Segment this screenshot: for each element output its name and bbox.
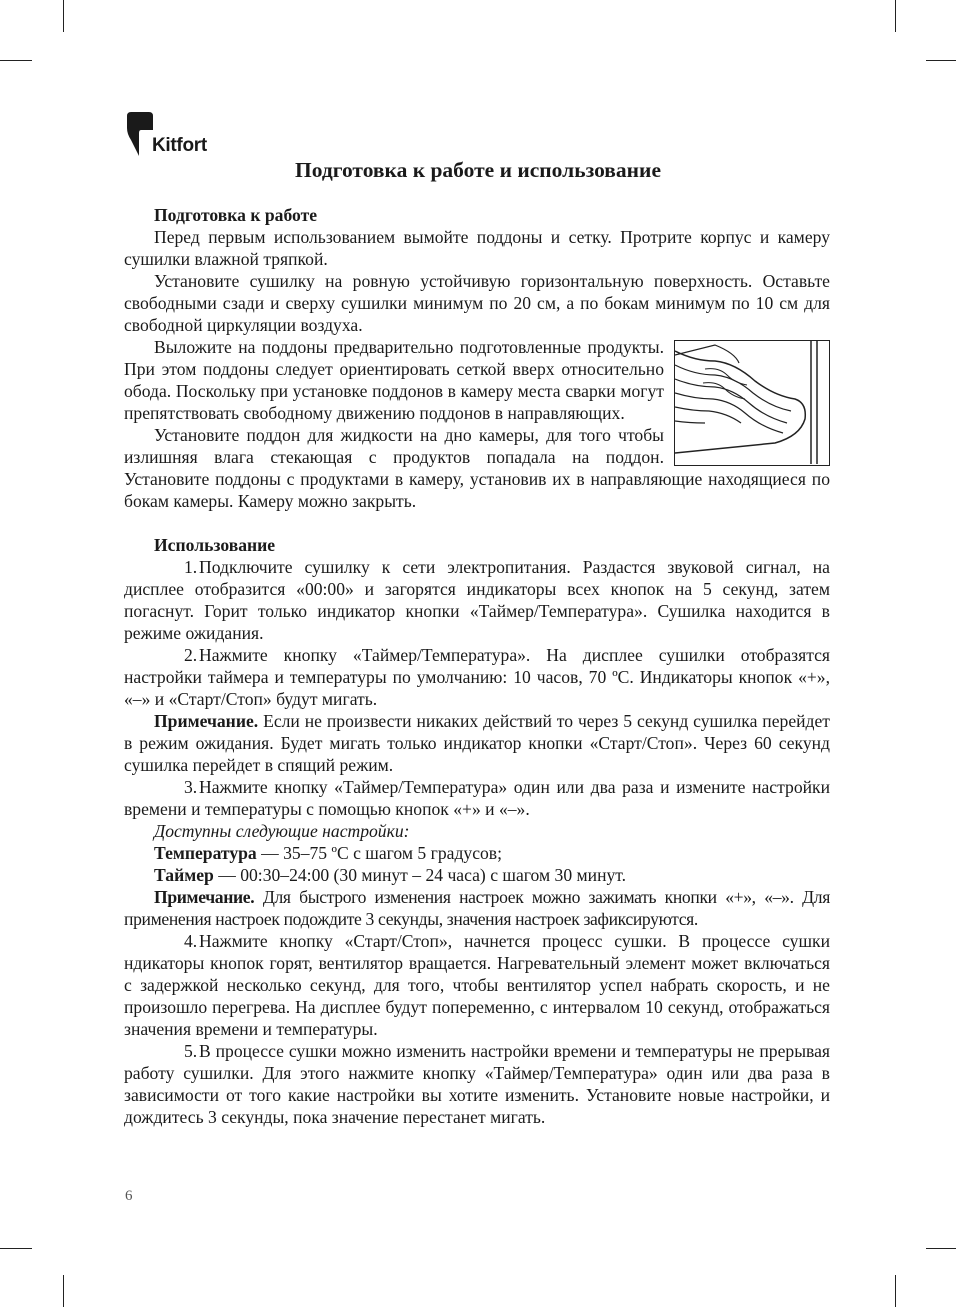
page-number: 6 [125, 1188, 133, 1204]
paragraph: Выложите на поддоны предварительно подготовленные продукты. При этом поддоны следует ориентировать сеткой вверх относительно обода. Поскольку при установке поддонов в камеру места сварки могут препятствовать свободному движению поддонов в направляющих. [124, 337, 664, 423]
step-3: 3. Нажмите кнопку «Таймер/Температура» один или два раза и измените настройки времени и температуры с помощью кнопок «+» и «–». [124, 777, 830, 819]
section-heading-prep: Подготовка к работе [154, 205, 318, 225]
crop-mark [926, 1248, 956, 1249]
paragraph: Установите поддон для жидкости на дно камеры, для того чтобы излишняя влага стекающая с продуктов попадала на поддон. Установите поддоны с продуктами в камеру, установив их в направляющие находящиеся по бокам камеры. Камеру можно закрыть. [124, 425, 830, 511]
crop-mark [0, 60, 32, 61]
brand-name: Kitfort [152, 135, 207, 156]
step-2: 2. Нажмите кнопку «Таймер/Температура». На дисплее сушилки отобразятся настройки таймера и температуры по умолчанию: 10 часов, 70 ºС. Индикаторы кнопок «+», «–» и «Старт/Стоп» будут мигать. [124, 645, 830, 709]
crop-mark [926, 60, 956, 61]
tray-illustration [674, 340, 830, 466]
timer-setting: Таймер — 00:30–24:00 (30 минут – 24 часа) с шагом 30 минут. [154, 865, 627, 885]
paragraph: Установите сушилку на ровную устойчивую горизонтальную поверхность. Оставьте свободными сзади и сверху сушилки минимум по 20 см, а по бокам минимум по 10 см для свободной циркуляции воздуха. [124, 271, 830, 335]
crop-mark [895, 1275, 896, 1307]
note-1: Примечание. Если не произвести никаких действий то через 5 секунд сушилка перейдет в режим ожидания. Будет мигать только индикатор кнопки «Старт/Стоп». Через 60 секунд сушилка перейдет в спящий режим. [124, 711, 830, 775]
document-body [124, 204, 830, 1128]
step-4: 4. Нажмите кнопку «Старт/Стоп», начнется процесс сушки. В процессе сушки ндикаторы кнопок горят, вентилятор вращается. Нагревательный элемент может включаться с задержкой несколько секунд, для того, чтобы вентилятор успел набрать скорость, и не произошло перегрева. На дисплее будут попеременно, с интервалом 10 секунд, отображаться значения времени и температуры. [124, 931, 830, 1039]
crop-mark [63, 1275, 64, 1307]
step-1: 1. Подключите сушилку к сети электропитания. Раздастся звуковой сигнал, на дисплее отобразится «00:00» и загорятся индикаторы всех кнопок на 5 секунд, затем погаснут. Горит только индикатор кнопки «Таймер/Температура». Сушилка находится в режиме ожидания. [124, 557, 830, 643]
page-title: Подготовка к работе и использование [295, 158, 661, 182]
kitfort-logo-icon [125, 110, 155, 158]
crop-mark [895, 0, 896, 32]
section-heading-usage: Использование [154, 535, 276, 555]
tray-drawing-icon [675, 341, 828, 464]
step-5: 5. В процессе сушки можно изменить настройки времени и температуры не прерывая работу сушилки. Для этого нажмите кнопку «Таймер/Температура» один или два раза в зависимости от того какие настройки вы хотите изменить. Установите новые настройки, и дождитесь 3 секунды, пока значение перестанет мигать. [124, 1041, 830, 1127]
note-2: Примечание. Для быстрого изменения настроек можно зажимать кнопки «+», «–». Для применения настроек подождите 3 секунды, значения настроек зафиксируются. [124, 887, 830, 929]
available-settings-label: Доступны следующие настройки: [154, 821, 410, 841]
temperature-setting: Температура — 35–75 ºС с шагом 5 градусов; [154, 843, 502, 863]
paragraph: Перед первым использованием вымойте поддоны и сетку. Протрите корпус и камеру сушилки влажной тряпкой. [124, 227, 830, 269]
crop-mark [63, 0, 64, 32]
crop-mark [0, 1248, 32, 1249]
